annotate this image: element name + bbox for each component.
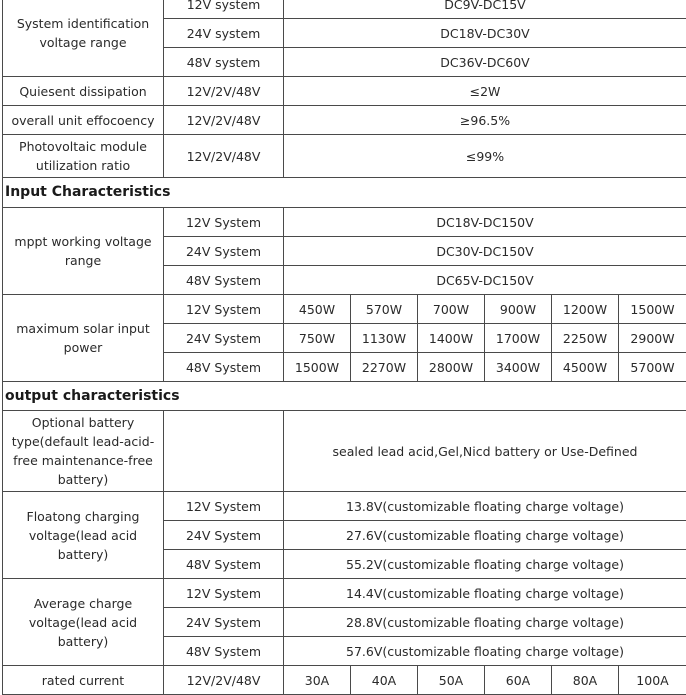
system-cell: 48V system — [164, 48, 284, 77]
value-cell: 55.2V(customizable floating charge voltage) — [284, 550, 686, 579]
value-cell: DC30V-DC150V — [284, 237, 686, 266]
table-row — [3, 411, 686, 492]
row-label: System identification voltage range — [3, 0, 164, 77]
value-cell: 13.8V(customizable floating charge voltage) — [284, 492, 686, 521]
current-cell: 30A — [284, 666, 351, 695]
system-cell: 12V System — [164, 492, 284, 521]
power-cell: 450W — [284, 295, 351, 324]
system-cell: 12V/2V/48V — [164, 106, 284, 135]
power-cell: 3400W — [485, 353, 552, 382]
row-label: Floatong charging voltage(lead acid battery) — [3, 492, 164, 579]
system-cell: 12V/2V/48V — [164, 77, 284, 106]
power-cell: 1400W — [418, 324, 485, 353]
system-cell: 48V System — [164, 637, 284, 666]
row-label: overall unit effocoency — [3, 106, 164, 135]
current-cell: 80A — [552, 666, 619, 695]
section-heading-output: output characteristics — [3, 382, 686, 411]
system-cell: 48V System — [164, 550, 284, 579]
value-cell: 28.8V(customizable floating charge voltage) — [284, 608, 686, 637]
system-cell: 12V System — [164, 295, 284, 324]
table-row — [3, 492, 686, 521]
section-row — [3, 382, 686, 411]
system-cell: 24V System — [164, 521, 284, 550]
current-cell: 60A — [485, 666, 552, 695]
power-cell: 570W — [351, 295, 418, 324]
system-cell: 12V System — [164, 579, 284, 608]
row-label: Photovoltaic module utilization ratio — [3, 135, 164, 178]
table-row — [3, 666, 686, 695]
section-heading-input: Input Characteristics — [3, 178, 686, 208]
table-row — [3, 295, 686, 324]
system-cell: 12V/2V/48V — [164, 666, 284, 695]
value-cell: 27.6V(customizable floating charge voltage) — [284, 521, 686, 550]
row-label: Optional battery type(default lead-acid-free maintenance-free battery) — [3, 411, 164, 492]
table-row — [3, 135, 686, 178]
value-cell: DC65V-DC150V — [284, 266, 686, 295]
system-cell: 48V System — [164, 353, 284, 382]
system-cell: 12V System — [164, 208, 284, 237]
value-cell: DC18V-DC150V — [284, 208, 686, 237]
row-label: mppt working voltage range — [3, 208, 164, 295]
system-cell: 24V system — [164, 19, 284, 48]
row-label: Quiesent dissipation — [3, 77, 164, 106]
value-cell: ≤99% — [284, 135, 686, 178]
power-cell: 4500W — [552, 353, 619, 382]
power-cell: 1500W — [284, 353, 351, 382]
row-label: Average charge voltage(lead acid battery) — [3, 579, 164, 666]
power-cell: 900W — [485, 295, 552, 324]
system-cell: 24V System — [164, 324, 284, 353]
table-row — [3, 77, 686, 106]
power-cell: 2800W — [418, 353, 485, 382]
current-cell: 40A — [351, 666, 418, 695]
value-cell: DC36V-DC60V — [284, 48, 686, 77]
table-row — [3, 208, 686, 237]
power-cell: 2270W — [351, 353, 418, 382]
value-cell: ≤2W — [284, 77, 686, 106]
system-cell: 12V system — [164, 0, 284, 19]
table-row — [3, 106, 686, 135]
power-cell: 700W — [418, 295, 485, 324]
value-cell: 57.6V(customizable floating charge voltage) — [284, 637, 686, 666]
power-cell: 750W — [284, 324, 351, 353]
row-label: maximum solar input power — [3, 295, 164, 382]
system-cell: 24V System — [164, 237, 284, 266]
value-cell: ≥96.5% — [284, 106, 686, 135]
section-row — [3, 178, 686, 208]
row-label: rated current — [3, 666, 164, 695]
value-cell: DC9V-DC15V — [284, 0, 686, 19]
power-cell: 1500W — [619, 295, 686, 324]
table-row — [3, 0, 686, 19]
power-cell: 1130W — [351, 324, 418, 353]
system-cell: 24V System — [164, 608, 284, 637]
power-cell: 5700W — [619, 353, 686, 382]
spec-table — [2, 0, 686, 695]
power-cell: 1200W — [552, 295, 619, 324]
system-cell: 48V System — [164, 266, 284, 295]
value-cell: 14.4V(customizable floating charge voltage) — [284, 579, 686, 608]
power-cell: 2250W — [552, 324, 619, 353]
system-cell: 12V/2V/48V — [164, 135, 284, 178]
table-row — [3, 579, 686, 608]
current-cell: 100A — [619, 666, 686, 695]
value-cell: sealed lead acid,Gel,Nicd battery or Use-Defined — [284, 411, 686, 492]
spec-sheet — [2, 0, 686, 695]
power-cell: 2900W — [619, 324, 686, 353]
current-cell: 50A — [418, 666, 485, 695]
system-cell — [164, 411, 284, 492]
power-cell: 1700W — [485, 324, 552, 353]
value-cell: DC18V-DC30V — [284, 19, 686, 48]
